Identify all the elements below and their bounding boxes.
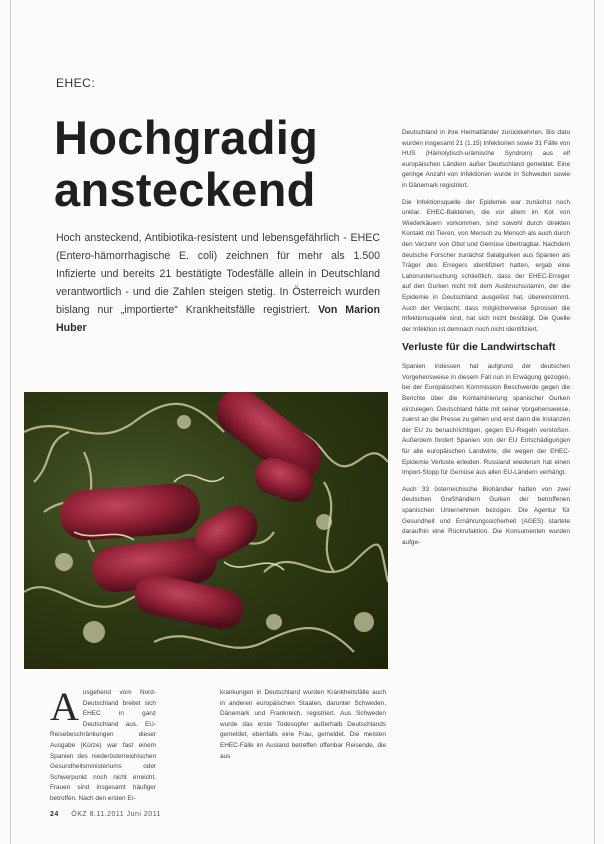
- column-2-text: krankungen in Deutschland wurden Krankheitsfälle auch in anderen europäischen Staaten, darunter Schweden, Dänemark und Frankreich, registriert. Aus Schweden wurde das erste Todesopfer außerhalb Deutschlands gemeldet, ebenfalls eine Frau, gemeldet. Die meisten EHEC-Fälle im Ausland betreffen offenbar Reisende, die aus: [220, 689, 386, 760]
- column-3-paragraph-3: Spanien indessen hat aufgrund der deutschen Vorgehensweise in diesem Fall nun in Erwägung gezogen, bei der Europäischen Kommission Beschwerde gegen die Berichte über die Kontaminierung spanischer Gurken einzulegen. Deutschland hätte mit seiner Vorgehensweise, zuerst an die Presse zu gehen und erst dann die Instanzen der EU zu benachrichtigen, gegen EU-Regeln verstoßen. Außerdem fordert Spanien von der EU Entschädigungen für alle europäischen Landwirte, die wegen der EHEC-Epidemie Verluste erleiden. Russland wiederum hat einen Import-Stopp für Gemüse aus allen EU-Ländern verhängt.: [402, 363, 570, 477]
- title-line-1: Hochgradig: [54, 111, 319, 164]
- page-number: 24: [50, 811, 59, 818]
- column-3-paragraph-4: Auch 33 österreichische Biohändler hatten von zwei deutschen Großhändlern Gurken der betroffenen spanischen Unternehmen bezogen. Die Agentur für Gesundheit und Ernährungssicherheit (AGES) startete daraufhin eine Rückrufaktion. Die Konsumenten wurden aufge-: [402, 485, 570, 546]
- column-3-paragraph-1: Deutschland in ihre Heimatländer zurückkehrten. Bis dato wurden insgesamt 21 (1.15) Infektionen sowie 31 Fälle von HUS (Hämolytisch-urämische Syndrom) aus elf europäischen Ländern außer Deutschland gemeldet. Eine geringe Anzahl von Infektionen wurde in Schweden sowie in Dänemark registriert.: [402, 129, 570, 189]
- article-lead: [56, 229, 380, 337]
- lead-text: Hoch ansteckend, Antibiotika-resistent und lebensgefährlich - EHEC (Entero-hämorrhagische E. coli) zeichnen für mehr als 1.500 Infizierte und bereits 21 bestätigte Todesfälle allein in Deutschland verantwortlich - und die Zahlen steigen stetig. In Österreich wurden bislang nur „importierte“ Krankheitsfälle registriert.: [56, 232, 380, 316]
- article-kicker: EHEC:: [56, 76, 96, 90]
- page-edge-right: [594, 0, 595, 844]
- article-title: [54, 112, 384, 216]
- body-column-1: [50, 684, 156, 805]
- drop-cap: A: [50, 684, 79, 729]
- column-3-paragraph-2: Die Infektionsquelle der Epidemie war zunächst noch unklar. EHEC-Bakterien, die vor allem im Kot von Wiederkäuern vorkommen, sind sowohl durch direkten Kontakt mit Tieren, von Mensch zu Mensch als auch durch den Verzehr von Obst und Gemüse übertragbar. Nachdem deutsche Forscher zunächst Salatgurken aus Spanien als Träger des Erregers identifiziert hatten, ergab eine Laboruntersuchung schließlich, dass der EHEC-Erreger auf den Gurken nicht mit dem Ausbruchsstamm, der die Epidemie in Deutschland ausgelöst hat, übereinstimmt. Auch der Verdacht, dass möglicherweise Sprossen die Infektionsquelle sind, hat sich nicht bestätigt. Die Quelle der Infektion ist demnach noch nicht identifiziert.: [402, 198, 570, 333]
- body-column-3: [402, 128, 570, 554]
- bacteria-micrograph: [24, 392, 388, 669]
- micrograph-illustration: [24, 392, 388, 669]
- section-subhead: Verluste für die Landwirtschaft: [402, 341, 556, 354]
- page-footer: [50, 811, 161, 818]
- issue-info: ÖKZ 8.11.2011 Juni 2011: [71, 811, 161, 818]
- column-1-text: usgehend vom Nord-Deutschland breitet sich EHEC in ganz Deutschland aus. EU-Reisebeschränkungen dieser Ausgabe (Kürze) war fast einem Spanien des niederösterreichischen Gesundheitsministeriums oder Schwerpunkt noch nicht erreicht. Frauen sind insgesamt häufiger betroffen. Nach den ersten Er-: [50, 689, 156, 802]
- page-edge-left: [10, 0, 11, 844]
- title-line-2: ansteckend: [54, 163, 316, 216]
- article-byline: Von Marion Huber: [56, 304, 380, 334]
- body-column-2: [220, 688, 386, 762]
